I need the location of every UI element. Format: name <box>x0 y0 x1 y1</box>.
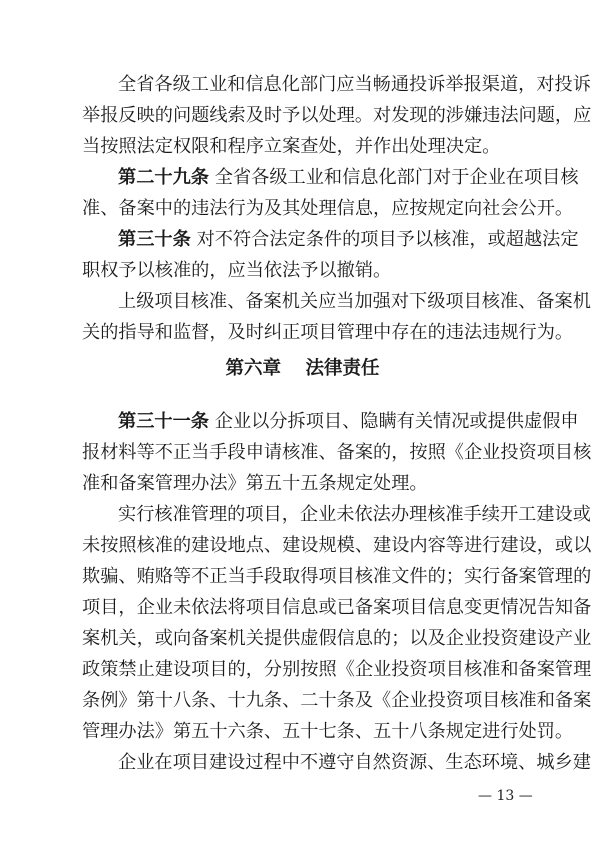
article-30-heading: 第三十条 <box>118 229 191 250</box>
article-31-heading: 第三十一条 <box>118 411 209 432</box>
paragraph-line: 当按照法定权限和程序立案查处，并作出处理决定。 <box>82 136 501 157</box>
article-29-line <box>118 167 579 191</box>
paragraph-line: 全省各级工业和信息化部门应当畅通投诉举报渠道，对投诉 <box>118 74 591 95</box>
paragraph-line: 准、备案中的违法行为及其处理信息，应按规定向社会公开。 <box>82 198 574 219</box>
paragraph-line: 举报反映的问题线索及时予以处理。对发现的涉嫌违法问题，应 <box>82 105 592 126</box>
paragraph-line: 项目，企业未依法将项目信息或已备案项目信息变更情况告知备 <box>82 597 592 618</box>
paragraph-line: 准和备案管理办法》第五十五条规定处理。 <box>82 473 428 494</box>
paragraph-line: 实行核准管理的项目，企业未依法办理核准手续开工建设或 <box>118 504 591 525</box>
article-29-heading: 第二十九条 <box>118 167 209 188</box>
paragraph-line: 职权予以核准的，应当依法予以撤销。 <box>82 260 392 281</box>
article-29-text: 全省各级工业和信息化部门对于企业在项目核 <box>214 167 579 188</box>
paragraph-line: 上级项目核准、备案机关应当加强对下级项目核准、备案机 <box>118 291 591 312</box>
article-31-line <box>118 411 579 435</box>
article-30-text: 对不符合法定条件的项目予以核准，或超越法定 <box>196 229 579 250</box>
page-number: — 13 — <box>478 788 533 804</box>
paragraph-line: 未按照核准的建设地点、建设规模、建设内容等进行建设，或以 <box>82 535 592 556</box>
paragraph-line: 管理办法》第五十六条、五十七条、五十八条规定进行处罚。 <box>82 721 574 742</box>
article-30-line <box>118 229 579 253</box>
paragraph-line: 企业在项目建设过程中不遵守自然资源、生态环境、城乡建 <box>118 752 591 773</box>
article-31-text: 企业以分拆项目、隐瞒有关情况或提供虚假申 <box>214 411 579 432</box>
chapter-heading: 第六章 法律责任 <box>225 358 380 379</box>
paragraph-line: 条例》第十八条、十九条、二十条及《企业投资项目核准和备案 <box>82 690 592 711</box>
paragraph-line: 关的指导和监督，及时纠正项目管理中存在的违法违规行为。 <box>82 322 574 343</box>
paragraph-line: 政策禁止建设项目的，分别按照《企业投资项目核准和备案管理 <box>82 659 592 680</box>
paragraph-line: 欺骗、贿赂等不正当手段取得项目核准文件的；实行备案管理的 <box>82 566 592 587</box>
paragraph-line: 案机关，或向备案机关提供虚假信息的；以及企业投资建设产业 <box>82 628 592 649</box>
paragraph-line: 报材料等不正当手段申请核准、备案的，按照《企业投资项目核 <box>82 442 592 463</box>
